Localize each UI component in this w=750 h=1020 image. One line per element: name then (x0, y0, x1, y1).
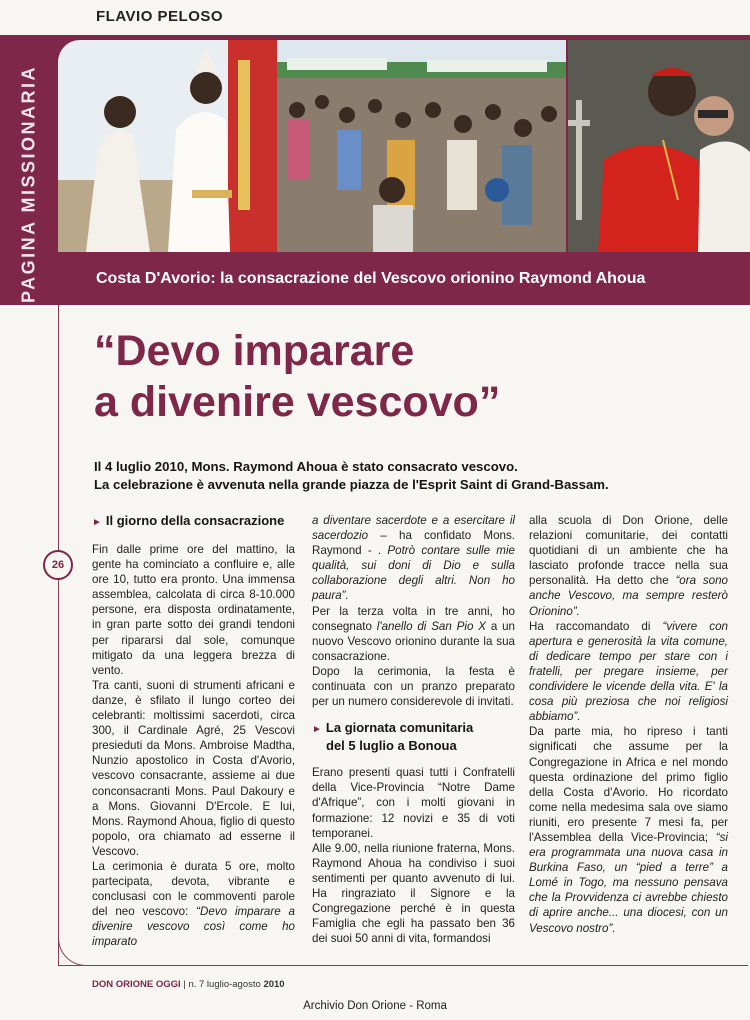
article-headline (94, 326, 714, 428)
triangle-bullet-icon: ► (312, 724, 322, 736)
headline-line-1: “Devo imparare (94, 327, 415, 375)
footer-masthead: DON ORIONE OGGI | n. 7 luglio-agosto 2010 (92, 979, 285, 990)
photo-consecration (58, 40, 277, 252)
column-2 (312, 513, 515, 946)
author-name: FLAVIO PELOSO (96, 8, 224, 25)
frame-corner (58, 935, 89, 966)
paragraph: Da parte mia, ho ripreso i tanti significati che assume per la Congregazione in Africa e nel mondo questa ordinazione del primo figlio della Costa d'Avorio. Ho ricordato come nella medesima sala ove siamo riuniti, ero presente 7 mesi fa, per l'Assemblea della Vice-Provincia; “si era programmata una nuova casa in Burkina Faso, un “pied a terre” a Lomé in Togo, ma nessuno pensava che la Provvidenza ci avrebbe chiesto di aprire anche... una diocesi, con un Vescovo nostro”. (529, 725, 728, 935)
paragraph: Tra canti, suoni di strumenti africani e danze, è sfilato il lungo corteo dei celebranti: moltissimi sacerdoti, circa 300, il Cardinale Agré, 25 Vescovi presieduti da Mons. Ambroise Madtha, Nunzio apostolico in Costa d'Avorio, vescovo consacrante, assieme ai due conconsacranti Mons. Paul Dakoury e a Mons. Giovanni D'Ercole. E lui, Mons. Raymond Ahoua, figlio di questo popolo, ora chiamato ad esserne il Vescovo. (92, 678, 295, 858)
page-number: 26 (43, 550, 73, 580)
column-1 (92, 513, 295, 950)
issue-label: n. 7 luglio-agosto (188, 979, 261, 990)
paragraph: Dopo la cerimonia, la festa è continuata con un pranzo preparato per un numero considerevole di invitati. (312, 664, 515, 709)
article-lead (94, 458, 724, 494)
section-heading-community-day: ► La giornata comunitaria del 5 luglio a Bonoua (312, 720, 474, 754)
issue-year: 2010 (263, 979, 285, 990)
photo-cardinal (568, 40, 750, 252)
headline-line-2: a divenire vescovo” (94, 378, 501, 426)
section-label: PAGINA MISSIONARIA (18, 64, 39, 304)
column-3 (529, 513, 728, 936)
article-subtitle: Costa D'Avorio: la consacrazione del Vescovo orionino Raymond Ahoua (96, 270, 646, 287)
paragraph: Erano presenti quasi tutti i Confratelli della Vice-Provincia “Notre Dame d'Afrique”, con i molti giovani in formazione: 12 novizi e 35 di voti temporanei. (312, 766, 515, 840)
paragraph: Fin dalle prime ore del mattino, la gente ha cominciato a confluire e, alle ore 10, tutto era pronto. Una immensa assemblea, calcolata di circa 8-10.000 persone, era disposta ordinatamente, in gran parte sotto dei grandi tendoni per ripararsi dal sole, comunque mitigato da una leggera brezza di vento. (92, 543, 295, 677)
lead-line-1: Il 4 luglio 2010, Mons. Raymond Ahoua è stato consacrato vescovo. (94, 459, 518, 474)
paragraph: La cerimonia è durata 5 ore, molto partecipata, devota, vibrante e conclusasi con le commoventi parole del neo vescovo: “Devo imparare a divenire vescovo così come ho imparato (92, 859, 295, 949)
paragraph: a diventare sacerdote e a esercitare il sacerdozio – ha confidato Mons. Raymond - . Potrò contare sulle mie qualità, sui doni di Dio e sulla collaborazione degli altri. Non ho paura”. (312, 514, 515, 603)
archive-credit: Archivio Don Orione - Roma (303, 1000, 447, 1012)
section-heading-consecration: ► Il giorno della consacrazione (92, 513, 285, 528)
photo-crowd (277, 40, 566, 252)
magazine-brand: DON ORIONE OGGI (92, 979, 181, 990)
paragraph: alla scuola di Don Orione, delle relazioni comunitarie, dei contatti quotidiani di un ambiente che ha lasciato profonde tracce nella sua personalità. Ha detto che “ora sono anche Vescovo, ma sempre resterò Orionino”. (529, 514, 728, 618)
paragraph: Ha raccomandato di “vivere con apertura e generosità la vita comune, di dedicare tempo per stare con i fratelli, per pregare insieme, per condividere le vicende della vita. E' la cosa più preziosa che noi religiosi abbiamo”. (529, 619, 728, 724)
paragraph: Per la terza volta in tre anni, ho consegnato l'anello di San Pio X a un nuovo Vescovo orionino durante la sua consacrazione. (312, 604, 515, 663)
lead-line-2: La celebrazione è avvenuta nella grande piazza de l'Esprit Saint di Grand-Bassam. (94, 477, 609, 492)
frame-line (58, 305, 59, 965)
triangle-bullet-icon: ► (92, 517, 102, 528)
frame-bottom-line (58, 965, 748, 966)
paragraph: Alle 9.00, nella riunione fraterna, Mons. Raymond Ahoua ha condiviso i suoi sentimenti per quanto avvenuto di lui. Ha ringraziato il Signore e la Congregazione perché è in questa Famiglia che egli ha passato ben 36 dei suoi 50 anni di vita, formandosi (312, 841, 515, 946)
